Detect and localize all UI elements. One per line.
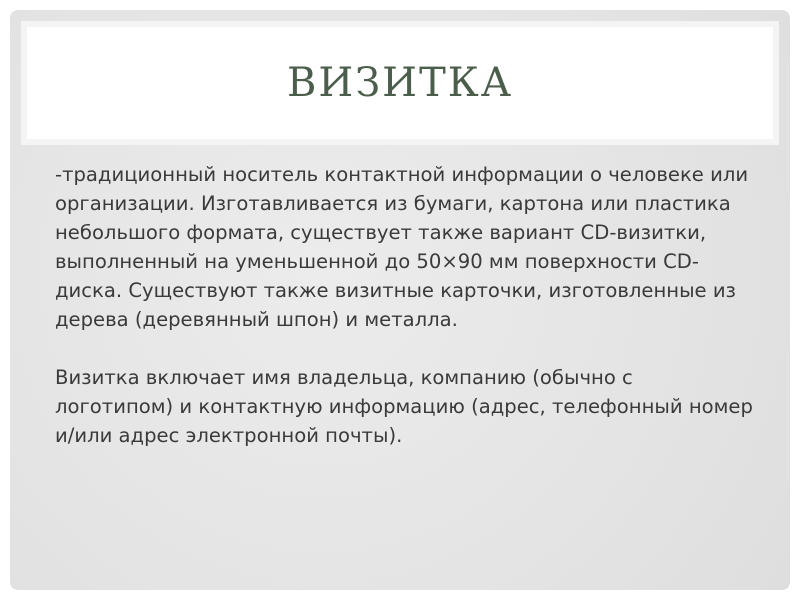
paragraph-contents: Визитка включает имя владельца, компанию (обычно с логотипом) и контактную информацию (адрес, телефонный номер и/или адрес электронной почты).	[55, 366, 753, 447]
slide-title: ВИЗИТКА	[286, 60, 513, 106]
paragraph-definition: -традиционный носитель контактной информации о человеке или организации. Изготавливается из бумаги, картона или пластика небольшого формата, существует также вариант CD-визитки, выполненный на уменьшенной до 50×90 мм поверхности CD-диска. Существуют также визитные карточки, изготовленные из дерева (деревянный шпон) и металла.	[55, 163, 749, 331]
slide-body	[55, 160, 755, 450]
title-box	[27, 27, 773, 139]
slide	[10, 10, 790, 590]
